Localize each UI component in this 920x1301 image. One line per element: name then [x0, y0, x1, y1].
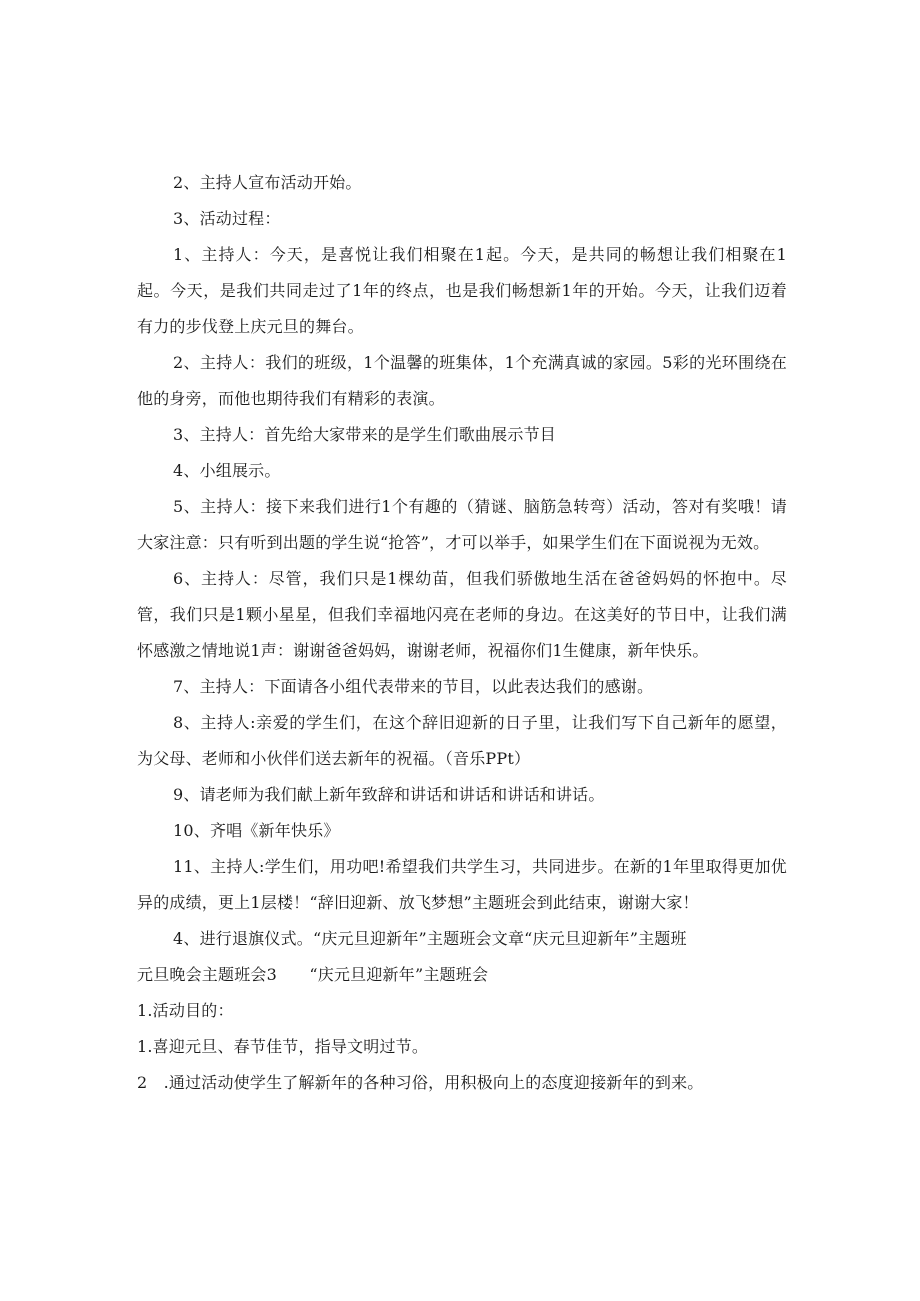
paragraph-host-5: 5、主持人：接下来我们进行1个有趣的（猜谜、脑筋急转弯）活动，答对有奖哦！请大家注意：只有听到出题的学生说“抢答”，才可以举手，如果学生们在下面说视为无效。 [137, 497, 787, 552]
paragraph-flag-ceremony: 4、进行退旗仪式。“庆元旦迎新年”主题班会文章“庆元旦迎新年”主题班 [173, 929, 687, 948]
paragraph-group-show: 4、小组展示。 [173, 461, 281, 480]
paragraph-host-7: 7、主持人：下面请各小组代表带来的节目，以此表达我们的感谢。 [173, 677, 654, 696]
paragraph-host-6: 6、主持人：尽管，我们只是1棵幼苗，但我们骄傲地生活在爸爸妈妈的怀抱中。尽管，我们只是1颗小星星，但我们幸福地闪亮在老师的身边。在这美好的节日中，让我们满怀感激之情地说1声：谢谢爸爸妈妈，谢谢老师，祝福你们1生健康，新年快乐。 [137, 569, 787, 660]
paragraph-host-2: 2、主持人：我们的班级，1个温馨的班集体，1个充满真诚的家园。5彩的光环围绕在他的身旁，而他也期待我们有精彩的表演。 [137, 353, 787, 408]
paragraph-host-8: 8、主持人:亲爱的学生们，在这个辞旧迎新的日子里，让我们写下自己新年的愿望，为父母、老师和小伙伴们送去新年的祝福。（音乐PPt） [137, 713, 787, 768]
paragraph-host-1: 1、主持人：今天，是喜悦让我们相聚在1起。今天，是共同的畅想让我们相聚在1起。今天，是我们共同走过了1年的终点，也是我们畅想新1年的开始。今天，让我们迈着有力的步伐登上庆元旦的舞台。 [137, 245, 787, 336]
paragraph-goal-heading: 1.活动目的： [137, 1001, 234, 1020]
paragraph-goal-2: 2 .通过活动使学生了解新年的各种习俗，用积极向上的态度迎接新年的到来。 [137, 1073, 704, 1092]
paragraph-host-11: 11、主持人:学生们，用功吧!希望我们共学生习，共同进步。在新的1年里取得更加优异的成绩，更上1层楼！“辞旧迎新、放飞梦想”主题班会到此结束，谢谢大家！ [137, 857, 787, 912]
paragraph-activity-process: 3、活动过程： [173, 209, 281, 228]
paragraph-host-announces-start: 2、主持人宣布活动开始。 [173, 173, 362, 192]
paragraph-teacher-speech: 9、请老师为我们献上新年致辞和讲话和讲话和讲话和讲话。 [173, 785, 605, 804]
paragraph-goal-1: 1.喜迎元旦、春节佳节，指导文明过节。 [137, 1037, 429, 1056]
paragraph-host-3: 3、主持人：首先给大家带来的是学生们歌曲展示节目 [173, 425, 556, 444]
paragraph-sing-together: 10、齐唱《新年快乐》 [173, 821, 340, 840]
document-body [137, 165, 787, 1101]
paragraph-section-title: 元旦晚会主题班会3 “庆元旦迎新年”主题班会 [137, 965, 489, 984]
